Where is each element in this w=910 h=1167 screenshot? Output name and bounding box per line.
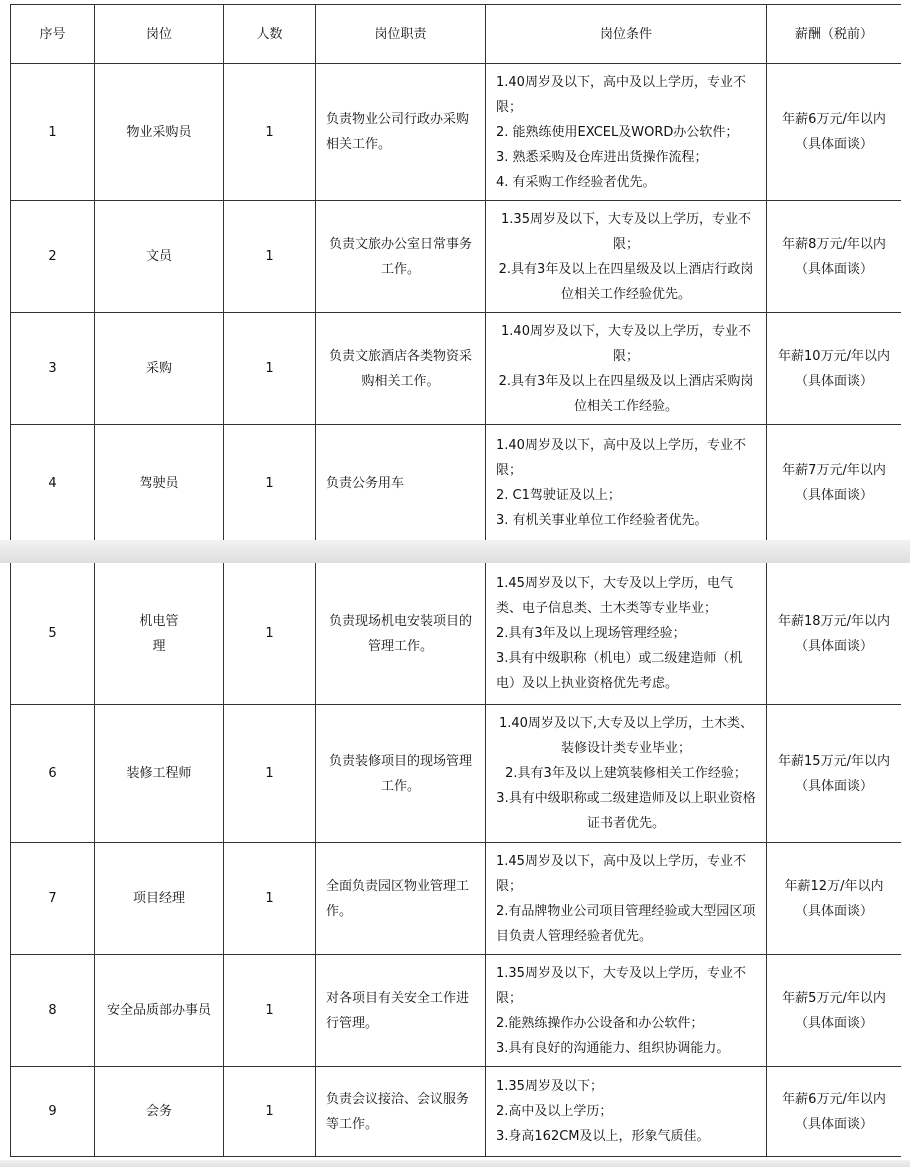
row-salary: 年薪6万元/年以内（具体面谈） — [767, 1067, 902, 1157]
row-no: 3 — [11, 313, 95, 425]
row-duty: 负责现场机电安装项目的管理工作。 — [316, 563, 486, 705]
row-salary: 年薪15万元/年以内（具体面谈） — [767, 705, 902, 843]
row-position: 物业采购员 — [95, 64, 224, 201]
table-row — [11, 425, 902, 541]
table-row — [11, 201, 902, 313]
row-count: 1 — [224, 425, 316, 541]
recruitment-table-part-1 — [10, 4, 901, 540]
table-row — [11, 313, 902, 425]
row-position: 机电管理 — [95, 563, 224, 705]
header-count: 人数 — [224, 5, 316, 64]
table-row — [11, 1067, 902, 1157]
condition-line: 1.40周岁及以下,大专及以上学历，土木类、装修设计类专业毕业； — [498, 716, 754, 756]
row-duty: 负责公务用车 — [316, 425, 486, 541]
row-no: 9 — [11, 1067, 95, 1157]
row-duty: 负责文旅办公室日常事务工作。 — [316, 201, 486, 313]
row-count: 1 — [224, 64, 316, 201]
row-no: 8 — [11, 955, 95, 1067]
condition-line: 3.身高162CM及以上，形象气质佳。 — [496, 1129, 710, 1144]
row-duty: 负责文旅酒店各类物资采购相关工作。 — [316, 313, 486, 425]
condition-line: 2.能熟练操作办公设备和办公软件； — [496, 1015, 704, 1031]
header-conditions: 岗位条件 — [486, 5, 767, 64]
row-no: 7 — [11, 843, 95, 955]
row-no: 6 — [11, 705, 95, 843]
row-duty: 全面负责园区物业管理工作。 — [316, 843, 486, 955]
condition-line: 2.具有3年及以上在四星级及以上酒店行政岗位相关工作经验优先。 — [498, 261, 754, 302]
table-row — [11, 955, 902, 1067]
row-position: 项目经理 — [95, 843, 224, 955]
condition-line: 1.45周岁及以下，大专及以上学历，电气类、电子信息类、土木类等专业毕业； — [496, 576, 733, 616]
row-no: 2 — [11, 201, 95, 313]
table-panel-bottom — [10, 563, 901, 1160]
condition-line: 2.高中及以上学历； — [496, 1104, 613, 1119]
row-position: 会务 — [95, 1067, 224, 1157]
condition-line: 1.35周岁及以下，大专及以上学历，专业不限； — [501, 211, 751, 252]
row-conditions — [486, 1067, 767, 1157]
condition-line: 3. 熟悉采购及仓库进出货操作流程； — [496, 149, 708, 165]
row-count: 1 — [224, 313, 316, 425]
condition-line: 1.40周岁及以下，高中及以上学历，专业不限； — [496, 74, 746, 115]
condition-line: 1.35周岁及以下，大专及以上学历，专业不限； — [496, 965, 746, 1006]
row-conditions — [486, 425, 767, 541]
page-bottom-gap — [0, 1160, 910, 1167]
row-conditions — [486, 563, 767, 705]
row-salary: 年薪8万元/年以内（具体面谈） — [767, 201, 902, 313]
condition-line: 2. C1驾驶证及以上； — [496, 488, 621, 504]
condition-line: 2.具有3年及以上建筑装修相关工作经验； — [505, 766, 747, 781]
recruitment-table-part-2 — [10, 563, 901, 1157]
row-salary: 年薪18万元/年以内（具体面谈） — [767, 563, 902, 705]
row-salary: 年薪10万元/年以内（具体面谈） — [767, 313, 902, 425]
row-conditions — [486, 843, 767, 955]
row-duty: 负责物业公司行政办采购相关工作。 — [316, 64, 486, 201]
table-row — [11, 563, 902, 705]
table-row — [11, 705, 902, 843]
row-salary: 年薪5万元/年以内（具体面谈） — [767, 955, 902, 1067]
condition-line: 3.具有中级职称（机电）或二级建造师（机电）及以上执业资格优先考虑。 — [496, 651, 743, 691]
row-position: 文员 — [95, 201, 224, 313]
row-salary: 年薪6万元/年以内（具体面谈） — [767, 64, 902, 201]
condition-line: 1.35周岁及以下； — [496, 1079, 603, 1094]
row-no: 4 — [11, 425, 95, 541]
row-count: 1 — [224, 843, 316, 955]
table-row — [11, 843, 902, 955]
row-duty: 负责装修项目的现场管理工作。 — [316, 705, 486, 843]
condition-line: 3. 有机关事业单位工作经验者优先。 — [496, 513, 708, 529]
row-position: 安全品质部办事员 — [95, 955, 224, 1067]
row-count: 1 — [224, 705, 316, 843]
condition-line: 2.有品牌物业公司项目管理经验或大型园区项目负责人管理经验者优先。 — [496, 903, 756, 944]
condition-line: 3.具有中级职称或二级建造师及以上职业资格证书者优先。 — [496, 791, 756, 831]
row-conditions — [486, 955, 767, 1067]
row-position: 装修工程师 — [95, 705, 224, 843]
table-header-row — [11, 5, 902, 64]
condition-line: 1.40周岁及以下，高中及以上学历，专业不限； — [496, 438, 746, 479]
row-no: 5 — [11, 563, 95, 705]
row-duty: 负责会议接洽、会议服务等工作。 — [316, 1067, 486, 1157]
condition-line: 2.具有3年及以上在四星级及以上酒店采购岗位相关工作经验。 — [498, 373, 754, 414]
row-position: 采购 — [95, 313, 224, 425]
row-position: 驾驶员 — [95, 425, 224, 541]
row-count: 1 — [224, 955, 316, 1067]
row-duty: 对各项目有关安全工作进行管理。 — [316, 955, 486, 1067]
header-position: 岗位 — [95, 5, 224, 64]
row-count: 1 — [224, 1067, 316, 1157]
condition-line: 4. 有采购工作经验者优先。 — [496, 174, 656, 190]
condition-line: 2.具有3年及以上现场管理经验； — [496, 626, 686, 641]
row-conditions — [486, 313, 767, 425]
condition-line: 2. 能熟练使用EXCEL及WORD办公软件； — [496, 124, 739, 140]
row-salary: 年薪7万元/年以内（具体面谈） — [767, 425, 902, 541]
header-salary: 薪酬（税前） — [767, 5, 902, 64]
condition-line: 3.具有良好的沟通能力、组织协调能力。 — [496, 1040, 730, 1056]
row-conditions — [486, 64, 767, 201]
row-count: 1 — [224, 563, 316, 705]
row-no: 1 — [11, 64, 95, 201]
table-row — [11, 64, 902, 201]
row-salary: 年薪12万/年以内（具体面谈） — [767, 843, 902, 955]
header-duty: 岗位职责 — [316, 5, 486, 64]
row-conditions — [486, 201, 767, 313]
header-no: 序号 — [11, 5, 95, 64]
table-panel-top — [10, 4, 901, 540]
condition-line: 1.45周岁及以下，高中及以上学历，专业不限； — [496, 853, 746, 894]
condition-line: 1.40周岁及以下，大专及以上学历，专业不限； — [501, 323, 751, 364]
row-count: 1 — [224, 201, 316, 313]
row-conditions — [486, 705, 767, 843]
page-break-gap — [0, 540, 910, 563]
